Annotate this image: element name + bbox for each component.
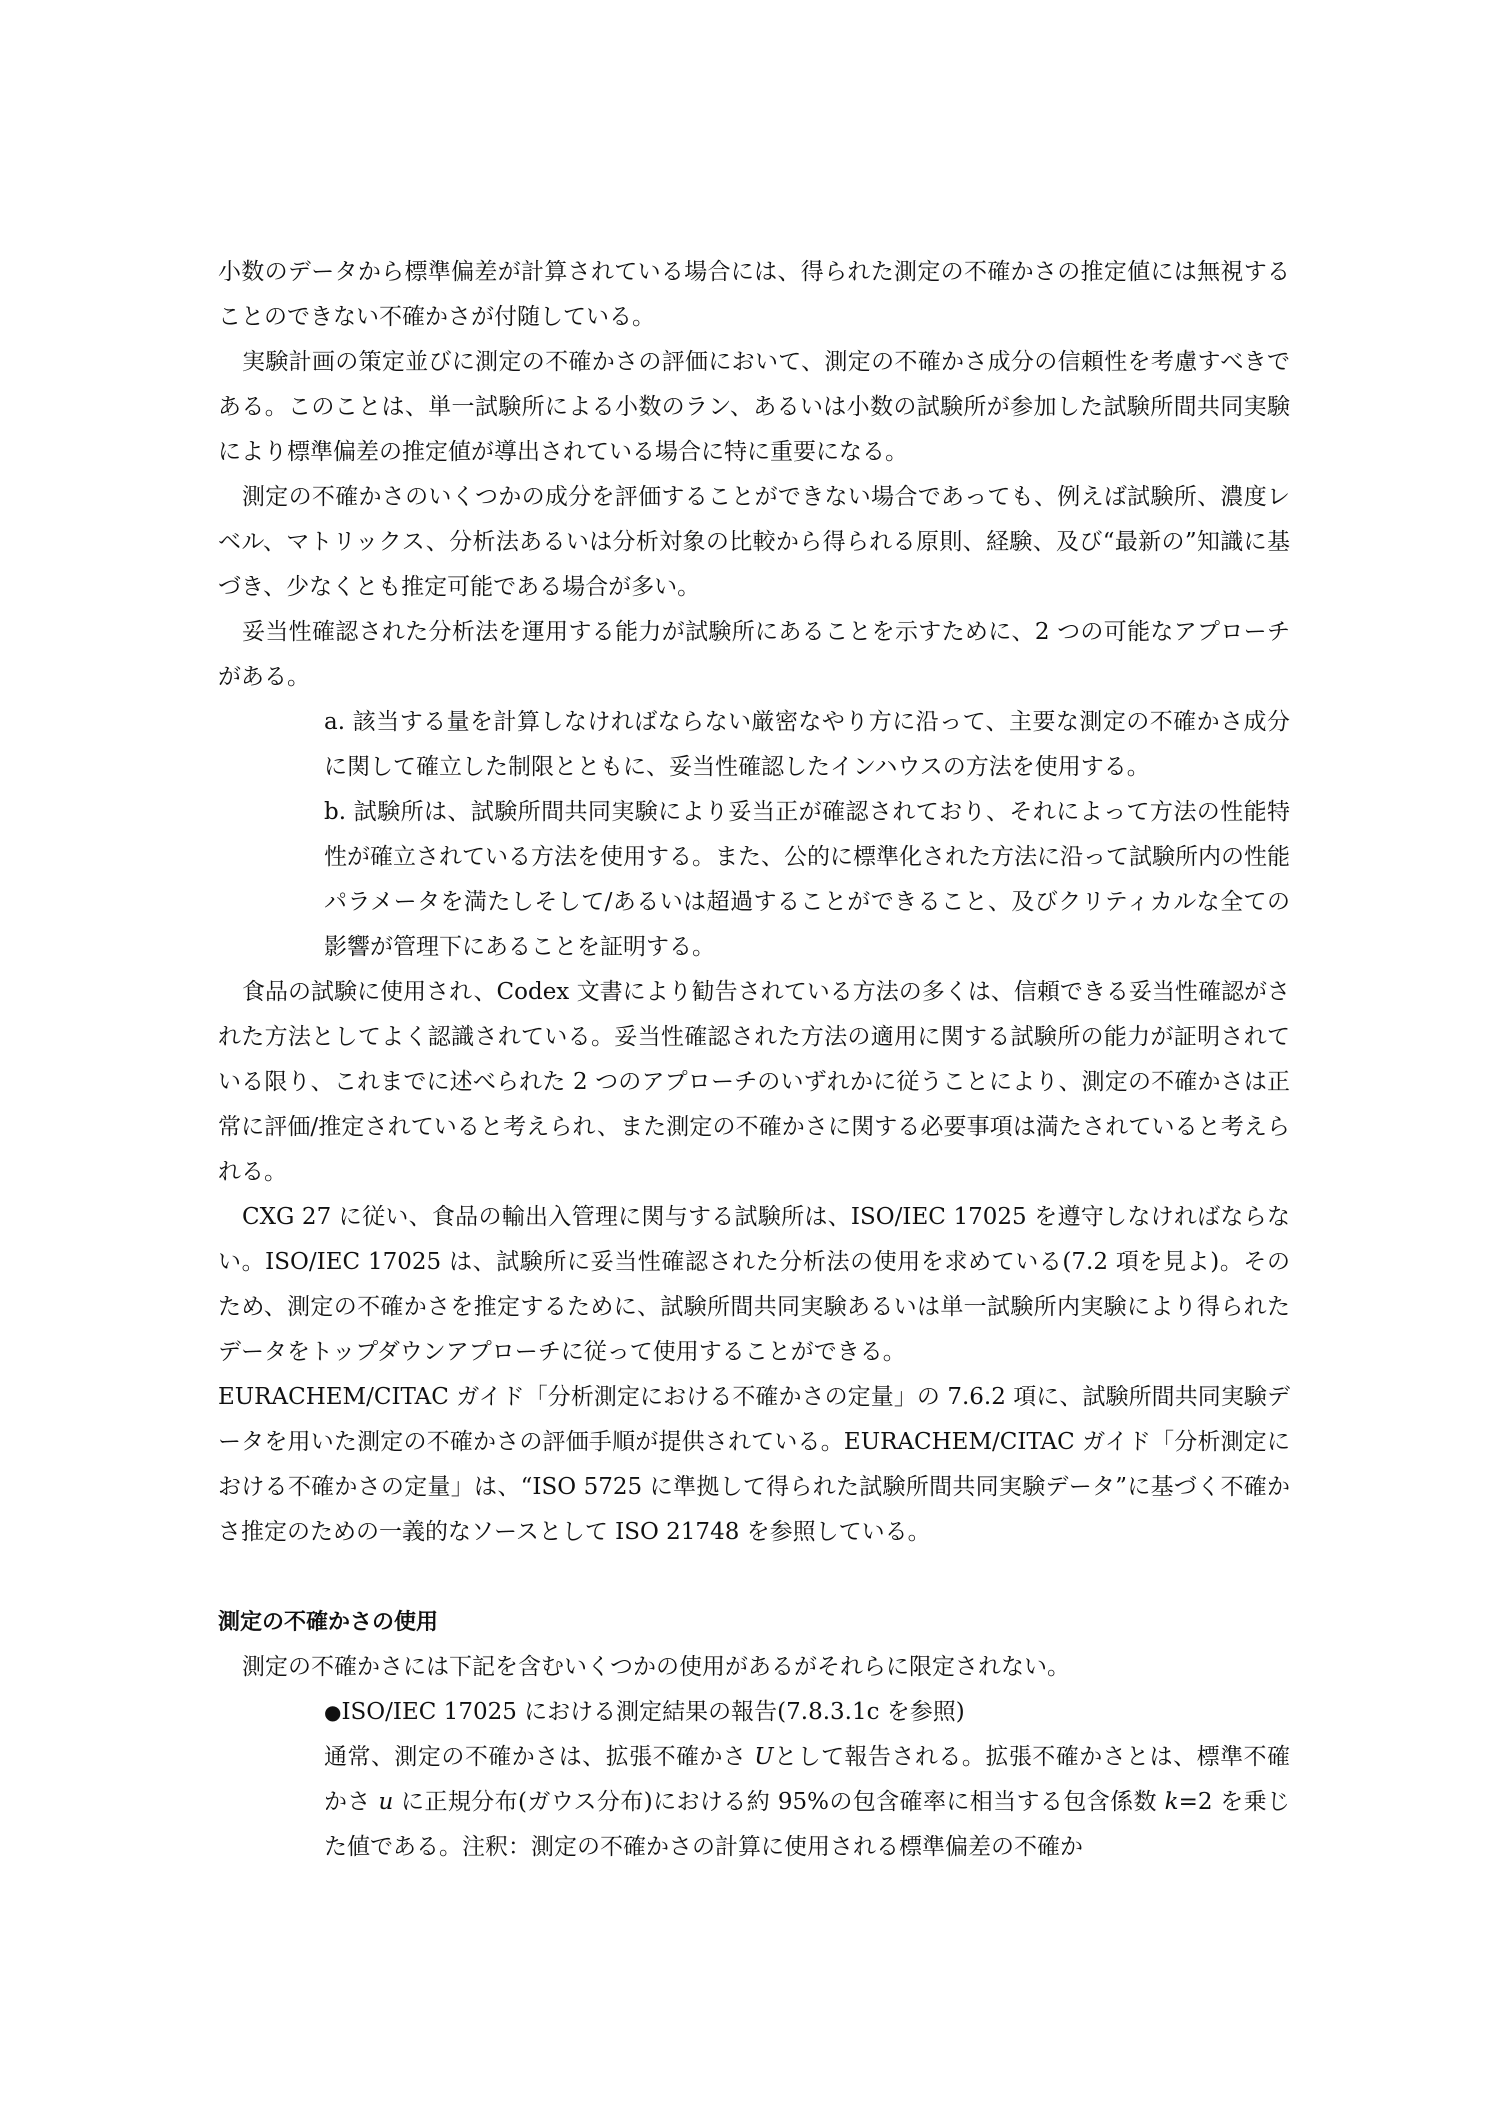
bullet-item-reporting bbox=[324, 1690, 1290, 1735]
symbol-standard-uncertainty: u bbox=[378, 1789, 394, 1815]
section-intro: 測定の不確かさには下記を含むいくつかの使用があるがそれらに限定されない。 bbox=[242, 1654, 1070, 1680]
bullet-title: ISO/IEC 17025 における測定結果の報告(7.8.3.1c を参照) bbox=[341, 1699, 965, 1725]
paragraph-small-data-uncertainty: 小数のデータから標準偏差が計算されている場合には、得られた測定の不確かさの推定値には無視することのできない不確かさが付随している。 bbox=[218, 259, 1290, 330]
bullet-body-part-4: =2 を乗じた値である。注釈：測定の不確かさの計算に使用される標準偏差の不確か bbox=[324, 1789, 1291, 1860]
list-item-a: a. 該当する量を計算しなければならない厳密なやり方に沿って、主要な測定の不確かさ成分に関して確立した制限とともに、妥当性確認したインハウスの方法を使用する。 bbox=[324, 709, 1290, 780]
section-heading: 測定の不確かさの使用 bbox=[218, 1610, 439, 1635]
bullet-icon: ● bbox=[324, 1700, 342, 1724]
bullet-body-part-2: として報告される。拡張不確かさとは、標準不確かさ bbox=[324, 1744, 1291, 1815]
paragraph-cxg27: CXG 27 に従い、食品の輸出入管理に関与する試験所は、ISO/IEC 17025 を遵守しなければならない。ISO/IEC 17025 は、試験所に妥当性確認された分析法の使用を求めている(7.2 項を見よ)。そのため、測定の不確かさを推定するために、試験所間共同実験あるいは単一試験所内実験により得られたデータをトップダウンアプローチに従って使用することができる。 bbox=[218, 1204, 1290, 1365]
paragraph-eurachem: EURACHEM/CITAC ガイド「分析測定における不確かさの定量」の 7.6.2 項に、試験所間共同実験データを用いた測定の不確かさの評価手順が提供されている。EURACHEM/CITAC ガイド「分析測定における不確かさの定量」は、“ISO 5725 に準拠して得られた試験所間共同実験データ”に基づく不確かさ推定のための一義的なソースとして ISO 21748 を参照している。 bbox=[218, 1384, 1290, 1545]
symbol-expanded-uncertainty: U bbox=[754, 1744, 774, 1770]
bullet-body-part-3: に正規分布(ガウス分布)における約 95%の包含確率に相当する包含係数 bbox=[393, 1789, 1165, 1815]
paragraph-codex-methods: 食品の試験に使用され、Codex 文書により勧告されている方法の多くは、信頼できる妥当性確認がされた方法としてよく認識されている。妥当性確認された方法の適用に関する試験所の能力が証明されている限り、これまでに述べられた 2 つのアプローチのいずれかに従うことにより、測定の不確かさは正常に評価/推定されていると考えられ、また測定の不確かさに関する必要事項は満たされていると考えられる。 bbox=[218, 979, 1290, 1185]
paragraph-estimable-components: 測定の不確かさのいくつかの成分を評価することができない場合であっても、例えば試験所、濃度レベル、マトリックス、分析法あるいは分析対象の比較から得られる原則、経験、及び“最新の”知識に基づき、少なくとも推定可能である場合が多い。 bbox=[218, 484, 1290, 600]
list-item-b: b. 試験所は、試験所間共同実験により妥当正が確認されており、それによって方法の性能特性が確立されている方法を使用する。また、公的に標準化された方法に沿って試験所内の性能パラメータを満たしそして/あるいは超過することができること、及びクリティカルな全ての影響が管理下にあることを証明する。 bbox=[324, 799, 1290, 960]
paragraph-two-approaches: 妥当性確認された分析法を運用する能力が試験所にあることを示すために、2 つの可能なアプローチがある。 bbox=[218, 619, 1290, 690]
body-text bbox=[218, 250, 1290, 1870]
bullet-body-part-1: 通常、測定の不確かさは、拡張不確かさ bbox=[324, 1744, 755, 1770]
symbol-coverage-factor: k bbox=[1164, 1789, 1179, 1815]
paragraph-experiment-planning: 実験計画の策定並びに測定の不確かさの評価において、測定の不確かさ成分の信頼性を考慮すべきである。このことは、単一試験所による小数のラン、あるいは小数の試験所が参加した試験所間共同実験により標準偏差の推定値が導出されている場合に特に重要になる。 bbox=[218, 349, 1290, 465]
bullet-body bbox=[324, 1735, 1290, 1870]
